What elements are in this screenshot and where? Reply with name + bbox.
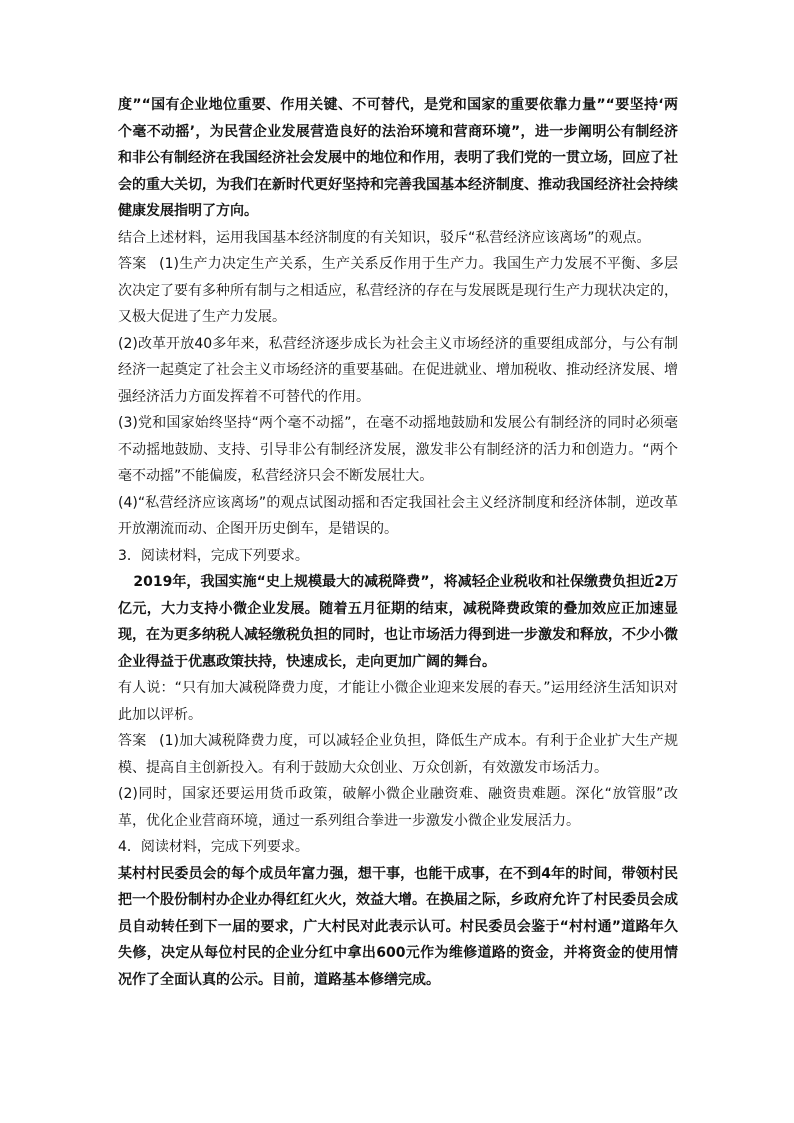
answer-label: 答案	[118, 256, 147, 272]
question-4-title: 4．阅读材料，完成下列要求。	[118, 839, 309, 855]
answer-2-point-1	[118, 251, 678, 331]
question-4-material: 某村村民委员会的每个成员年富力强，想干事，也能干成事，在不到4年的时间，带领村民把一个股份制村办企业办得红红火火，效益大增。在换届之际，乡政府允许了村民委员会成员自动转任到下一届的要求，广大村民对此表示认可。村民委员会鉴于“村村通”道路年久失修，决定从每位村民的企业分红中拿出600元作为维修道路的资金，并将资金的使用情况作了全面认真的公示。目前，道路基本修缮完成。	[118, 865, 678, 988]
answer-2-point-3: (3)党和国家始终坚持“两个毫不动摇”，在毫不动摇地鼓励和发展公有制经济的同时必须毫不动摇地鼓励、支持、引导非公有制经济发展，激发非公有制经济的活力和创造力。“两个毫不动摇”不能偏废，私营经济只会不断发展壮大。	[118, 415, 678, 484]
question-3-title: 3．阅读材料，完成下列要求。	[118, 547, 309, 564]
document-page	[118, 92, 678, 993]
answer-3-point-2: (2)同时，国家还要运用货币政策，破解小微企业融资难、融资贵难题。深化“放管服”改革，优化企业营商环境，通过一系列组合拳进一步激发小微企业发展活力。	[118, 786, 678, 829]
question-3-prompt: 有人说：“只有加大减税降费力度，才能让小微企业迎来发展的春天。”运用经济生活知识对此加以评析。	[118, 680, 678, 723]
question-3-material: 2019年，我国实施“史上规模最大的减税降费”，将减轻企业税收和社保缴费负担近2万亿元，大力支持小微企业发展。随着五月征期的结束，减税降费政策的叠加效应正加速显现，在为更多纳税人减轻缴税负担的同时，也让市场活力得到进一步激发和释放，不少小微企业得益于优惠政策扶持，快速成长，走向更加广阔的舞台。	[118, 574, 678, 670]
question-2-prompt: 结合上述材料，运用我国基本经济制度的有关知识，驳斥“私营经济应该离场”的观点。	[118, 229, 651, 246]
answer-3-point-1-text: (1)加大减税降费力度，可以减轻企业负担，降低生产成本。有利于企业扩大生产规模、提高自主创新投入。有利于鼓励大众创业、万众创新，有效激发市场活力。	[118, 733, 678, 776]
answer-2-point-2: (2)改革开放40多年来，私营经济逐步成长为社会主义市场经济的重要组成部分，与公有制经济一起奠定了社会主义市场经济的重要基础。在促进就业、增加税收、推动经济发展、增强经济活力方面发挥着不可替代的作用。	[118, 335, 678, 405]
answer-2-point-1-text: (1)生产力决定生产关系，生产关系反作用于生产力。我国生产力发展不平衡、多层次决定了要有多种所有制与之相适应，私营经济的存在与发展既是现行生产力现状决定的，又极大促进了生产力发展。	[118, 256, 678, 325]
intro-paragraph: 度”“国有企业地位重要、作用关键、不可替代，是党和国家的重要依靠力量”“要坚持‘两个毫不动摇’，为民营企业发展营造良好的法治环境和营商环境”，进一步阐明公有制经济和非公有制经济在我国经济社会发展中的地位和作用，表明了我们党的一贯立场，回应了社会的重大关切，为我们在新时代更好坚持和完善我国基本经济制度、推动我国经济社会持续健康发展指明了方向。	[118, 97, 678, 219]
answer-label: 答案	[118, 733, 147, 749]
answer-2-point-4: (4)“私营经济应该离场”的观点试图动摇和否定我国社会主义经济制度和经济体制，逆改革开放潮流而动、企图开历史倒车，是错误的。	[118, 494, 678, 537]
answer-3-point-1	[118, 728, 678, 781]
